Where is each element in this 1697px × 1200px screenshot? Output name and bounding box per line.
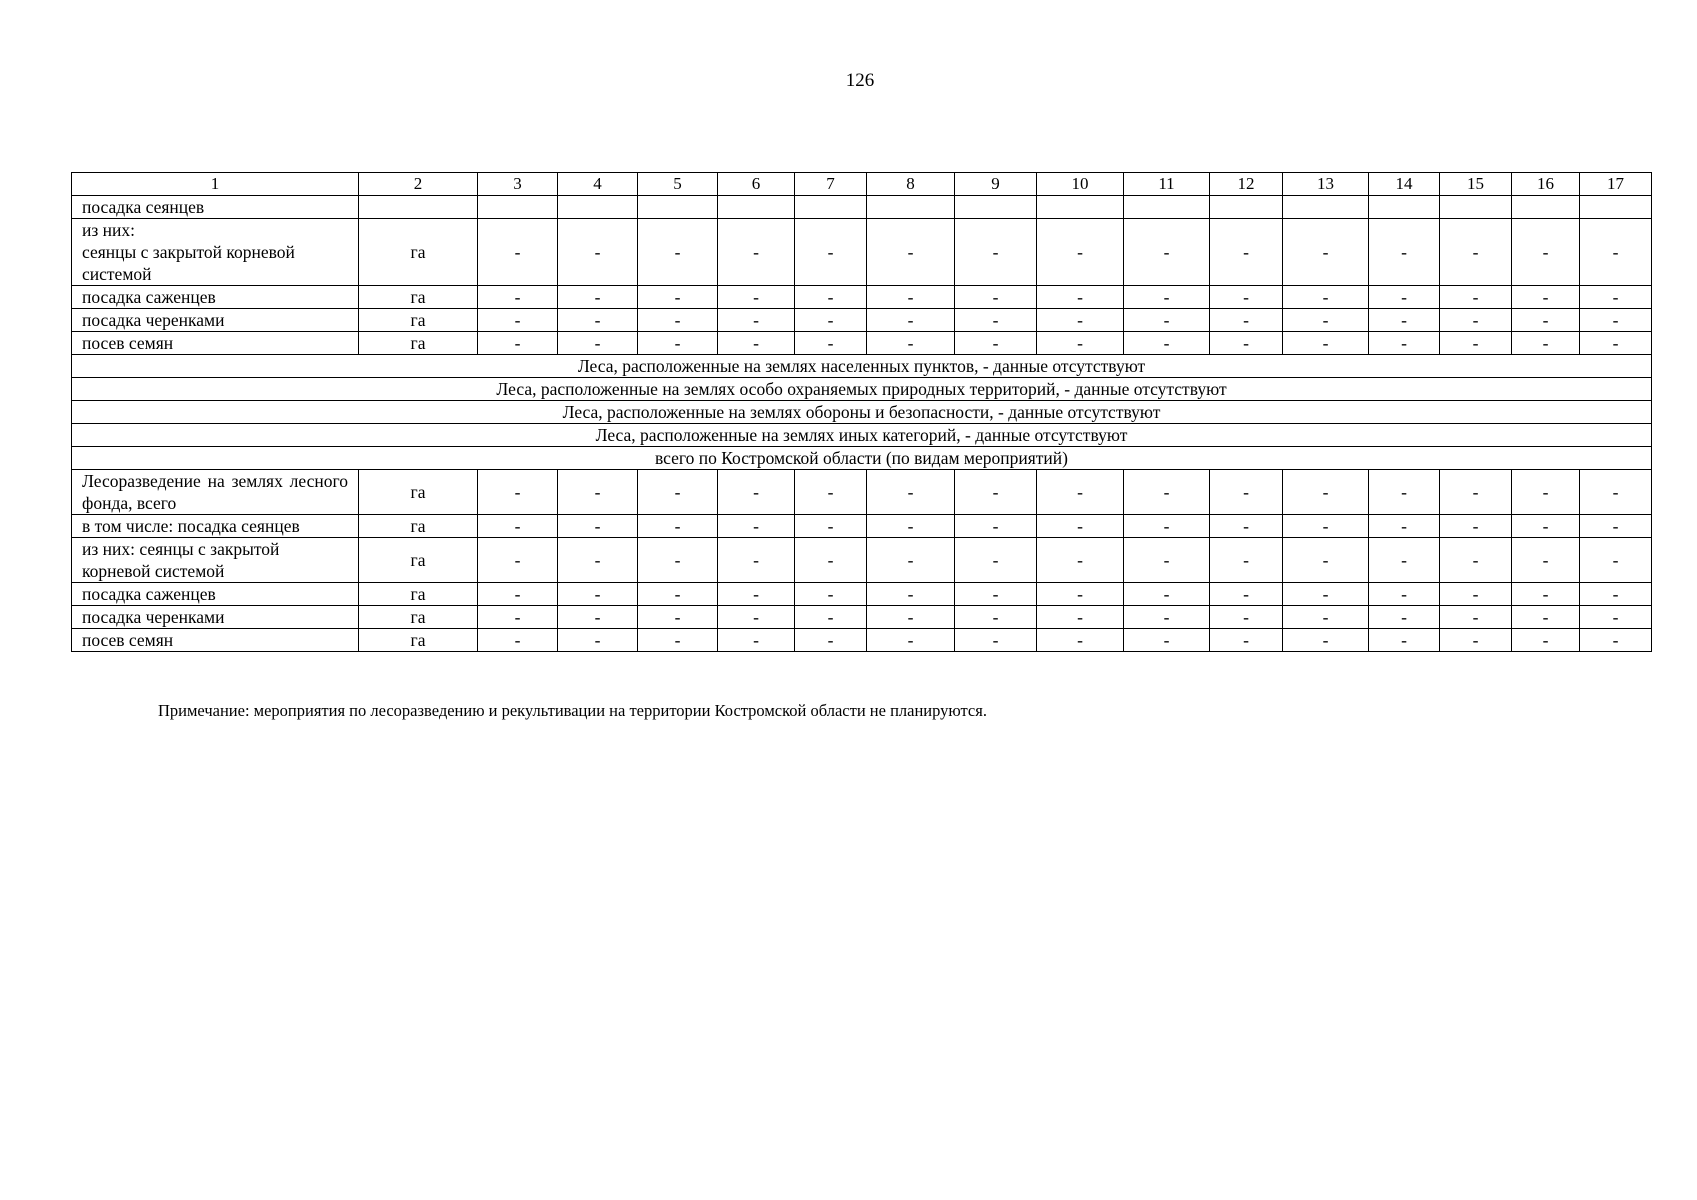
value-cell (1210, 196, 1283, 219)
value-cell (867, 196, 955, 219)
value-cell: - (955, 470, 1037, 515)
value-cell: - (867, 629, 955, 652)
value-cell: - (1037, 538, 1124, 583)
column-number: 12 (1210, 173, 1283, 196)
value-cell (1580, 196, 1652, 219)
column-number: 17 (1580, 173, 1652, 196)
value-cell (478, 196, 558, 219)
value-cell: - (638, 629, 718, 652)
value-cell (795, 196, 867, 219)
value-cell: - (1512, 309, 1580, 332)
value-cell: - (1124, 538, 1210, 583)
value-cell: - (1037, 332, 1124, 355)
value-cell: - (1037, 515, 1124, 538)
value-cell: - (955, 606, 1037, 629)
value-cell: - (1124, 583, 1210, 606)
column-number: 6 (718, 173, 795, 196)
value-cell: - (1037, 583, 1124, 606)
value-cell: - (1580, 629, 1652, 652)
value-cell: - (638, 470, 718, 515)
value-cell: - (1283, 470, 1369, 515)
value-cell: - (638, 309, 718, 332)
value-cell: - (1124, 286, 1210, 309)
value-cell: - (1580, 309, 1652, 332)
value-cell: - (718, 286, 795, 309)
table-row (72, 309, 1652, 332)
unit-cell: га (359, 606, 478, 629)
value-cell: - (1440, 219, 1512, 286)
table-row (72, 196, 1652, 219)
column-number: 1 (72, 173, 359, 196)
value-cell: - (955, 629, 1037, 652)
value-cell: - (558, 538, 638, 583)
value-cell: - (1369, 309, 1440, 332)
value-cell: - (1369, 219, 1440, 286)
value-cell: - (1440, 286, 1512, 309)
value-cell (1369, 196, 1440, 219)
value-cell: - (867, 538, 955, 583)
value-cell: - (1283, 219, 1369, 286)
value-cell: - (867, 286, 955, 309)
value-cell: - (1210, 583, 1283, 606)
value-cell: - (867, 309, 955, 332)
value-cell (558, 196, 638, 219)
value-cell: - (1283, 515, 1369, 538)
column-number: 5 (638, 173, 718, 196)
value-cell: - (478, 309, 558, 332)
page-number: 126 (845, 70, 875, 91)
value-cell: - (1580, 538, 1652, 583)
value-cell: - (955, 583, 1037, 606)
value-cell: - (1512, 538, 1580, 583)
value-cell: - (638, 583, 718, 606)
value-cell: - (1369, 606, 1440, 629)
table-row (72, 538, 1652, 583)
value-cell: - (558, 470, 638, 515)
afforestation-table (71, 172, 1652, 652)
value-cell: - (1512, 515, 1580, 538)
value-cell: - (718, 538, 795, 583)
value-cell: - (1124, 629, 1210, 652)
value-cell: - (718, 219, 795, 286)
value-cell: - (1369, 470, 1440, 515)
row-label: посадка саженцев (72, 583, 359, 606)
value-cell: - (1440, 470, 1512, 515)
column-number: 9 (955, 173, 1037, 196)
table-body (72, 173, 1652, 652)
value-cell: - (1283, 629, 1369, 652)
footnote: Примечание: мероприятия по лесоразведению и рекультивации на территории Костромской области не планируются. (158, 701, 987, 720)
value-cell: - (1580, 583, 1652, 606)
value-cell: - (1440, 309, 1512, 332)
section-title: Леса, расположенные на землях иных категорий, - данные отсутствуют (72, 424, 1652, 447)
value-cell: - (1580, 286, 1652, 309)
value-cell: - (795, 309, 867, 332)
row-label: из них: сеянцы с закрытой корневой системой (72, 219, 359, 286)
value-cell: - (1210, 219, 1283, 286)
value-cell: - (558, 309, 638, 332)
value-cell: - (867, 606, 955, 629)
value-cell (1283, 196, 1369, 219)
row-label: Лесоразведение на землях лесного фонда, всего (72, 470, 359, 515)
value-cell: - (1580, 515, 1652, 538)
value-cell: - (718, 332, 795, 355)
value-cell: - (1283, 286, 1369, 309)
unit-cell: га (359, 629, 478, 652)
value-cell: - (718, 629, 795, 652)
value-cell: - (1580, 606, 1652, 629)
column-number: 13 (1283, 173, 1369, 196)
value-cell: - (955, 286, 1037, 309)
value-cell: - (558, 332, 638, 355)
row-label: в том числе: посадка сеянцев (72, 515, 359, 538)
row-label: посадка черенками (72, 309, 359, 332)
table-row (72, 219, 1652, 286)
value-cell: - (867, 515, 955, 538)
row-label: посадка черенками (72, 606, 359, 629)
value-cell: - (1210, 470, 1283, 515)
value-cell: - (478, 470, 558, 515)
value-cell (1124, 196, 1210, 219)
value-cell: - (1512, 470, 1580, 515)
unit-cell: га (359, 515, 478, 538)
section-row (72, 355, 1652, 378)
value-cell (718, 196, 795, 219)
value-cell: - (1440, 332, 1512, 355)
value-cell: - (795, 219, 867, 286)
value-cell: - (1283, 332, 1369, 355)
value-cell: - (795, 583, 867, 606)
value-cell: - (1369, 286, 1440, 309)
value-cell: - (1512, 629, 1580, 652)
unit-cell: га (359, 470, 478, 515)
section-title: Леса, расположенные на землях населенных пунктов, - данные отсутствуют (72, 355, 1652, 378)
unit-cell: га (359, 286, 478, 309)
value-cell: - (955, 538, 1037, 583)
section-row (72, 401, 1652, 424)
row-label: посев семян (72, 629, 359, 652)
value-cell: - (795, 286, 867, 309)
value-cell: - (955, 332, 1037, 355)
value-cell: - (1580, 332, 1652, 355)
unit-cell: га (359, 583, 478, 606)
table-row (72, 606, 1652, 629)
value-cell: - (1210, 332, 1283, 355)
value-cell: - (1037, 219, 1124, 286)
unit-cell: га (359, 309, 478, 332)
table-row (72, 332, 1652, 355)
value-cell: - (955, 219, 1037, 286)
value-cell: - (1037, 309, 1124, 332)
value-cell (1440, 196, 1512, 219)
value-cell: - (558, 606, 638, 629)
value-cell: - (795, 332, 867, 355)
value-cell: - (955, 515, 1037, 538)
value-cell: - (478, 286, 558, 309)
table-row (72, 629, 1652, 652)
value-cell: - (795, 538, 867, 583)
value-cell: - (1440, 515, 1512, 538)
value-cell: - (1037, 286, 1124, 309)
value-cell: - (1037, 470, 1124, 515)
value-cell: - (1369, 515, 1440, 538)
section-row (72, 447, 1652, 470)
value-cell: - (638, 515, 718, 538)
value-cell: - (1283, 583, 1369, 606)
value-cell: - (558, 629, 638, 652)
value-cell: - (1210, 538, 1283, 583)
value-cell: - (1580, 470, 1652, 515)
table-row (72, 583, 1652, 606)
row-label: посев семян (72, 332, 359, 355)
value-cell (1037, 196, 1124, 219)
table-row (72, 286, 1652, 309)
value-cell: - (1512, 286, 1580, 309)
value-cell: - (1283, 606, 1369, 629)
value-cell: - (1512, 606, 1580, 629)
column-number: 7 (795, 173, 867, 196)
value-cell: - (478, 219, 558, 286)
table-row (72, 515, 1652, 538)
value-cell: - (558, 286, 638, 309)
value-cell: - (867, 583, 955, 606)
value-cell: - (1037, 629, 1124, 652)
column-number: 16 (1512, 173, 1580, 196)
column-number: 11 (1124, 173, 1210, 196)
value-cell (1512, 196, 1580, 219)
value-cell: - (1124, 515, 1210, 538)
value-cell: - (638, 606, 718, 629)
value-cell: - (867, 332, 955, 355)
row-label: посадка сеянцев (72, 196, 359, 219)
column-number: 2 (359, 173, 478, 196)
section-title: Леса, расположенные на землях особо охраняемых природных территорий, - данные отсутствуют (72, 378, 1652, 401)
value-cell: - (1210, 309, 1283, 332)
value-cell (638, 196, 718, 219)
value-cell: - (1124, 332, 1210, 355)
row-label: посадка саженцев (72, 286, 359, 309)
value-cell: - (1369, 332, 1440, 355)
section-title: всего по Костромской области (по видам мероприятий) (72, 447, 1652, 470)
value-cell: - (1037, 606, 1124, 629)
value-cell: - (1283, 538, 1369, 583)
value-cell: - (867, 470, 955, 515)
value-cell: - (1210, 286, 1283, 309)
value-cell: - (718, 515, 795, 538)
column-number: 8 (867, 173, 955, 196)
unit-cell: га (359, 219, 478, 286)
value-cell: - (558, 515, 638, 538)
value-cell: - (558, 219, 638, 286)
value-cell: - (1283, 309, 1369, 332)
value-cell: - (478, 332, 558, 355)
value-cell: - (478, 515, 558, 538)
row-label: из них: сеянцы с закрытой корневой системой (72, 538, 359, 583)
column-number: 14 (1369, 173, 1440, 196)
unit-cell (359, 196, 478, 219)
value-cell: - (1210, 629, 1283, 652)
value-cell: - (795, 629, 867, 652)
value-cell: - (955, 309, 1037, 332)
section-row (72, 378, 1652, 401)
value-cell: - (638, 538, 718, 583)
value-cell: - (1440, 629, 1512, 652)
value-cell: - (478, 583, 558, 606)
value-cell: - (1369, 629, 1440, 652)
value-cell: - (867, 219, 955, 286)
value-cell: - (1369, 538, 1440, 583)
value-cell: - (718, 583, 795, 606)
section-row (72, 424, 1652, 447)
section-title: Леса, расположенные на землях обороны и безопасности, - данные отсутствуют (72, 401, 1652, 424)
column-number: 10 (1037, 173, 1124, 196)
value-cell: - (1512, 583, 1580, 606)
column-number: 3 (478, 173, 558, 196)
unit-cell: га (359, 332, 478, 355)
value-cell: - (718, 606, 795, 629)
value-cell: - (795, 470, 867, 515)
value-cell: - (1512, 219, 1580, 286)
value-cell: - (638, 286, 718, 309)
value-cell: - (1369, 583, 1440, 606)
value-cell: - (478, 606, 558, 629)
value-cell: - (638, 219, 718, 286)
column-number-row (72, 173, 1652, 196)
value-cell: - (1124, 606, 1210, 629)
value-cell: - (1124, 470, 1210, 515)
value-cell: - (795, 606, 867, 629)
table-row (72, 470, 1652, 515)
value-cell: - (795, 515, 867, 538)
value-cell: - (1124, 219, 1210, 286)
value-cell: - (1210, 606, 1283, 629)
value-cell: - (1440, 606, 1512, 629)
value-cell: - (478, 538, 558, 583)
value-cell: - (1440, 583, 1512, 606)
value-cell: - (718, 309, 795, 332)
value-cell: - (718, 470, 795, 515)
unit-cell: га (359, 538, 478, 583)
value-cell: - (1124, 309, 1210, 332)
column-number: 4 (558, 173, 638, 196)
value-cell: - (1210, 515, 1283, 538)
value-cell: - (558, 583, 638, 606)
value-cell (955, 196, 1037, 219)
value-cell: - (1512, 332, 1580, 355)
column-number: 15 (1440, 173, 1512, 196)
value-cell: - (1440, 538, 1512, 583)
value-cell: - (478, 629, 558, 652)
value-cell: - (1580, 219, 1652, 286)
value-cell: - (638, 332, 718, 355)
